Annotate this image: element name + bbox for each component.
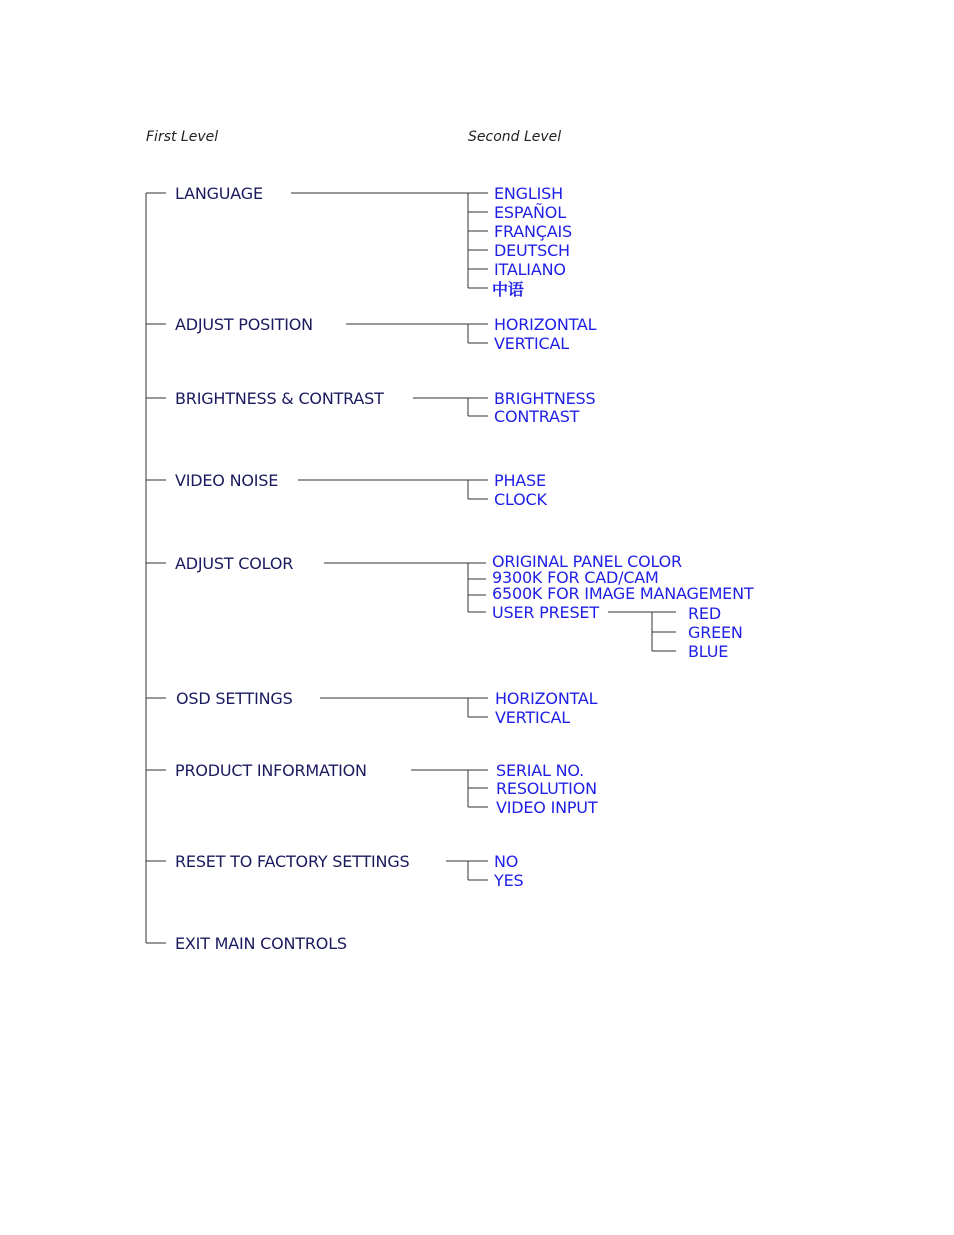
menu-item-product-information bbox=[146, 761, 468, 780]
submenu-item-6500k: 6500K FOR IMAGE MANAGEMENT bbox=[492, 584, 754, 603]
menu-item-reset-factory bbox=[146, 852, 468, 871]
submenu-item-red: RED bbox=[688, 604, 721, 623]
submenu-video-noise bbox=[468, 471, 547, 509]
submenu-item-vertical: VERTICAL bbox=[495, 708, 570, 727]
submenu-item-brightness: BRIGHTNESS bbox=[494, 389, 596, 408]
first-level-header: First Level bbox=[146, 129, 219, 145]
menu-item-exit-main-controls bbox=[146, 934, 347, 953]
menu-item-adjust-position bbox=[146, 315, 468, 334]
menu-item-label: ADJUST POSITION bbox=[175, 315, 313, 334]
menu-item-brightness-contrast bbox=[146, 389, 468, 408]
submenu-item-9300k: 9300K FOR CAD/CAM bbox=[492, 568, 659, 587]
submenu-item-yes: YES bbox=[494, 871, 524, 890]
submenu-item-francais: FRANÇAIS bbox=[494, 222, 572, 241]
submenu-language bbox=[468, 184, 572, 299]
submenu-item-serial-no: SERIAL NO. bbox=[496, 761, 585, 780]
submenu-reset-factory bbox=[468, 852, 523, 890]
submenu-brightness-contrast bbox=[468, 389, 595, 426]
submenu-item-user-preset: USER PRESET bbox=[492, 603, 599, 622]
submenu-product-information bbox=[468, 761, 598, 817]
menu-item-adjust-color bbox=[146, 554, 468, 573]
submenu-item-clock: CLOCK bbox=[494, 490, 547, 509]
submenu-item-chinese: 中语 bbox=[492, 280, 524, 299]
menu-item-label: BRIGHTNESS & CONTRAST bbox=[175, 389, 384, 408]
menu-item-label: EXIT MAIN CONTROLS bbox=[175, 934, 347, 953]
submenu-adjust-color bbox=[468, 552, 754, 661]
submenu-item-espanol: ESPAÑOL bbox=[494, 203, 566, 222]
submenu-item-resolution: RESOLUTION bbox=[496, 779, 597, 798]
menu-item-label: RESET TO FACTORY SETTINGS bbox=[175, 852, 410, 871]
second-level-header: Second Level bbox=[468, 129, 562, 145]
submenu-item-contrast: CONTRAST bbox=[494, 407, 580, 426]
submenu-item-deutsch: DEUTSCH bbox=[494, 241, 570, 260]
menu-item-label: OSD SETTINGS bbox=[176, 689, 293, 708]
menu-item-label: ADJUST COLOR bbox=[175, 554, 294, 573]
submenu-item-green: GREEN bbox=[688, 623, 743, 642]
menu-item-osd-settings bbox=[146, 689, 468, 708]
submenu-item-blue: BLUE bbox=[688, 642, 729, 661]
submenu-adjust-position bbox=[468, 315, 597, 353]
submenu-item-phase: PHASE bbox=[494, 471, 546, 490]
submenu-item-italiano: ITALIANO bbox=[494, 260, 566, 279]
submenu-item-video-input: VIDEO INPUT bbox=[496, 798, 598, 817]
submenu-item-horizontal: HORIZONTAL bbox=[494, 315, 597, 334]
submenu-item-original-panel-color: ORIGINAL PANEL COLOR bbox=[492, 552, 682, 571]
submenu-item-horizontal: HORIZONTAL bbox=[495, 689, 598, 708]
submenu-item-english: ENGLISH bbox=[494, 184, 563, 203]
submenu-osd-settings bbox=[468, 689, 598, 727]
menu-item-label: PRODUCT INFORMATION bbox=[175, 761, 367, 780]
menu-item-language bbox=[146, 184, 468, 203]
menu-item-label: VIDEO NOISE bbox=[175, 471, 279, 490]
menu-item-label: LANGUAGE bbox=[175, 184, 263, 203]
submenu-item-vertical: VERTICAL bbox=[494, 334, 569, 353]
submenu-item-no: NO bbox=[494, 852, 519, 871]
menu-item-video-noise bbox=[146, 471, 468, 490]
